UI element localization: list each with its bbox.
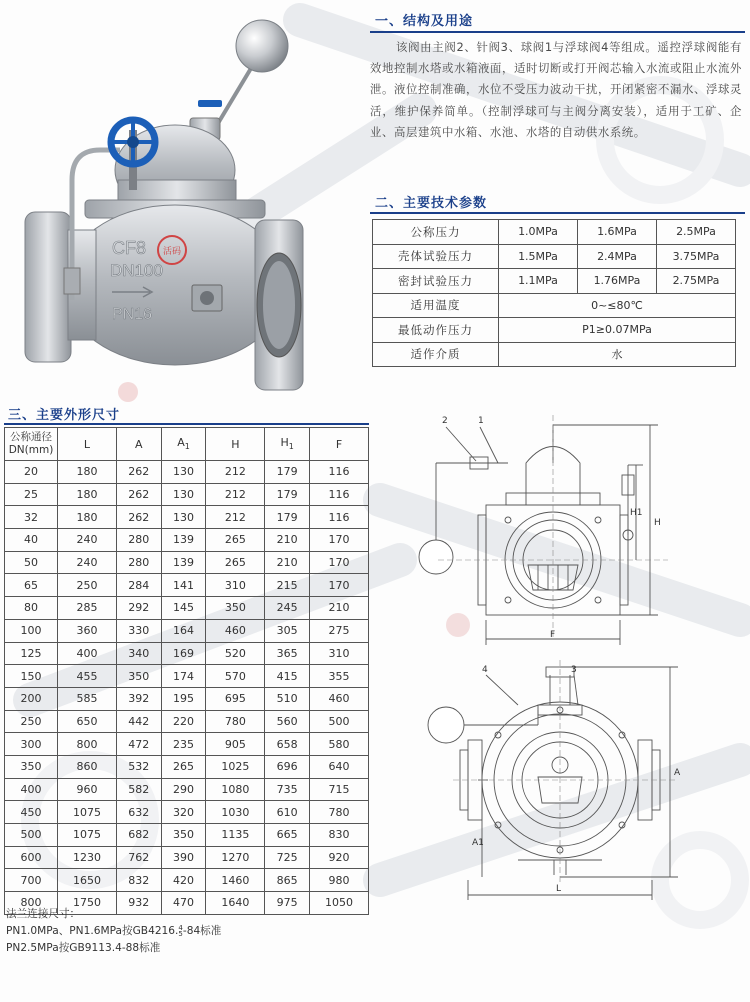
table-cell: 215: [265, 574, 310, 597]
dimension-table: [4, 427, 369, 915]
table-row: [373, 318, 736, 343]
header-dn-line2: DN(mm): [8, 444, 54, 456]
dimension-table-body: [5, 461, 369, 915]
table-row: [5, 710, 369, 733]
table-cell: 262: [116, 461, 161, 484]
table-cell: 320: [161, 801, 206, 824]
table-cell: 290: [161, 778, 206, 801]
intro-paragraph: 该阀由主阀2、针阀3、球阀1与浮球阀4等组成。遥控浮球阀能有效地控制水塔或水箱液面，适时切断或打开阀芯输入水流或阻止水流外泄。液位控制准确，水位不受压力波动干扰，开闭紧密不漏水、浮球灵活，维护保养简单。（控制浮球可与主阀分离安装），适用于工矿、企业、高层建筑中水箱、水池、水塔的自动供水系统。: [370, 40, 742, 139]
table-cell: 212: [206, 483, 265, 506]
table-cell: 975: [265, 892, 310, 915]
table-cell: 800: [58, 733, 117, 756]
table-cell: 350: [161, 824, 206, 847]
dim-label-a: A: [674, 768, 681, 778]
dim-label-h: H: [654, 518, 661, 528]
table-row: [373, 293, 736, 318]
table-row: [5, 869, 369, 892]
table-cell: 1050: [310, 892, 369, 915]
param-value: 1.0MPa: [499, 220, 578, 245]
table-cell: 284: [116, 574, 161, 597]
table-row: [373, 269, 736, 294]
callout-2: 2: [442, 416, 448, 426]
table-cell: 170: [310, 529, 369, 552]
table-cell: 212: [206, 461, 265, 484]
table-cell: 355: [310, 665, 369, 688]
table-cell: 582: [116, 778, 161, 801]
table-cell: 179: [265, 506, 310, 529]
dim-label-l: L: [556, 884, 562, 894]
param-value: 2.75MPa: [657, 269, 736, 294]
table-cell: 169: [161, 642, 206, 665]
table-cell: 695: [206, 687, 265, 710]
valve-product-photo: [0, 0, 365, 400]
param-value: 0~≤80℃: [499, 293, 736, 318]
table-cell: 665: [265, 824, 310, 847]
body-marking-size: DN100: [110, 261, 163, 280]
table-cell: 245: [265, 597, 310, 620]
table-row: [373, 342, 736, 367]
header-l: L: [58, 428, 117, 461]
table-row: [5, 483, 369, 506]
table-cell: 696: [265, 755, 310, 778]
table-cell: 330: [116, 619, 161, 642]
param-value: P1≥0.07MPa: [499, 318, 736, 343]
table-cell: 210: [265, 551, 310, 574]
body-marking-pressure: PN16: [112, 306, 153, 323]
table-cell: 980: [310, 869, 369, 892]
table-cell: 310: [310, 642, 369, 665]
table-cell: 141: [161, 574, 206, 597]
table-cell: 210: [310, 597, 369, 620]
table-cell: 762: [116, 846, 161, 869]
cell-dn: 125: [5, 642, 58, 665]
cell-dn: 400: [5, 778, 58, 801]
table-cell: 235: [161, 733, 206, 756]
cell-dn: 80: [5, 597, 58, 620]
cell-dn: 250: [5, 710, 58, 733]
table-cell: 1135: [206, 824, 265, 847]
table-cell: 1080: [206, 778, 265, 801]
callout-4: 4: [482, 665, 488, 675]
dim-label-f: F: [550, 630, 556, 640]
param-value: 1.5MPa: [499, 244, 578, 269]
table-cell: 632: [116, 801, 161, 824]
table-cell: 472: [116, 733, 161, 756]
callout-1: 1: [478, 416, 484, 426]
cell-dn: 40: [5, 529, 58, 552]
table-row: [5, 461, 369, 484]
table-cell: 1750: [58, 892, 117, 915]
table-cell: 500: [310, 710, 369, 733]
table-cell: 340: [116, 642, 161, 665]
table-cell: 460: [206, 619, 265, 642]
table-cell: 580: [310, 733, 369, 756]
tech-params-table: [372, 219, 736, 367]
table-cell: 1230: [58, 846, 117, 869]
section1-rule: [370, 31, 745, 33]
table-row: [5, 551, 369, 574]
table-cell: 180: [58, 506, 117, 529]
cell-dn: 300: [5, 733, 58, 756]
table-cell: 570: [206, 665, 265, 688]
table-cell: 905: [206, 733, 265, 756]
table-cell: 442: [116, 710, 161, 733]
table-cell: 455: [58, 665, 117, 688]
table-cell: 139: [161, 529, 206, 552]
param-label: 壳体试验压力: [373, 244, 499, 269]
table-cell: 195: [161, 687, 206, 710]
section1-title: 一、结构及用途: [375, 14, 474, 29]
header-dn: [5, 428, 58, 461]
table-cell: 280: [116, 551, 161, 574]
table-cell: 285: [58, 597, 117, 620]
table-cell: 415: [265, 665, 310, 688]
cell-dn: 150: [5, 665, 58, 688]
footnote-line1: 法兰连接尺寸：: [6, 908, 81, 920]
table-cell: 1025: [206, 755, 265, 778]
table-cell: 780: [310, 801, 369, 824]
cell-dn: 50: [5, 551, 58, 574]
table-cell: 832: [116, 869, 161, 892]
table-cell: 350: [206, 597, 265, 620]
technical-drawing: [378, 405, 748, 910]
table-cell: 179: [265, 483, 310, 506]
param-value: 水: [499, 342, 736, 367]
cell-dn: 25: [5, 483, 58, 506]
section2-title: 二、主要技术参数: [375, 196, 488, 211]
table-cell: 292: [116, 597, 161, 620]
table-cell: 1075: [58, 824, 117, 847]
table-row: [373, 244, 736, 269]
section3-rule: [4, 423, 369, 425]
dim-label-a1: A1: [472, 838, 484, 848]
param-label: 公称压力: [373, 220, 499, 245]
table-cell: 860: [58, 755, 117, 778]
table-cell: 735: [265, 778, 310, 801]
table-cell: 1270: [206, 846, 265, 869]
table-cell: 212: [206, 506, 265, 529]
table-header-row: [5, 428, 369, 461]
table-cell: 510: [265, 687, 310, 710]
table-cell: 179: [265, 461, 310, 484]
table-cell: 305: [265, 619, 310, 642]
table-cell: 865: [265, 869, 310, 892]
table-row: [5, 778, 369, 801]
table-cell: 265: [206, 529, 265, 552]
table-cell: 585: [58, 687, 117, 710]
header-a1: $A_1$: [161, 428, 206, 461]
table-row: [5, 574, 369, 597]
table-cell: 116: [310, 461, 369, 484]
cell-dn: 450: [5, 801, 58, 824]
table-cell: 360: [58, 619, 117, 642]
table-row: [5, 801, 369, 824]
table-cell: 130: [161, 506, 206, 529]
table-row: [5, 619, 369, 642]
param-value: 3.75MPa: [657, 244, 736, 269]
footnote: [6, 906, 221, 957]
table-cell: 610: [265, 801, 310, 824]
body-marking-material: CF8: [112, 238, 147, 258]
table-cell: 1640: [206, 892, 265, 915]
table-cell: 460: [310, 687, 369, 710]
section2-rule: [370, 212, 745, 214]
table-cell: 265: [206, 551, 265, 574]
table-cell: 470: [161, 892, 206, 915]
footnote-line2: PN1.0MPa、PN1.6MPa按GB4216.4 5-84标准: [6, 924, 222, 938]
section3-title: 三、主要外形尺寸: [8, 408, 121, 423]
table-row: [5, 665, 369, 688]
cell-dn: 65: [5, 574, 58, 597]
table-cell: 280: [116, 529, 161, 552]
table-cell: 780: [206, 710, 265, 733]
table-row: [5, 506, 369, 529]
table-cell: 170: [310, 574, 369, 597]
table-row: [5, 846, 369, 869]
table-row: [373, 220, 736, 245]
footnote-line3: PN2.5MPa按GB9113.4-88标准: [6, 942, 161, 954]
cell-dn: 800: [5, 892, 58, 915]
cell-dn: 700: [5, 869, 58, 892]
table-cell: 130: [161, 461, 206, 484]
table-cell: 180: [58, 461, 117, 484]
table-cell: 275: [310, 619, 369, 642]
table-row: [5, 755, 369, 778]
table-row: [5, 687, 369, 710]
table-cell: 139: [161, 551, 206, 574]
table-cell: 310: [206, 574, 265, 597]
cell-dn: 20: [5, 461, 58, 484]
table-cell: 1075: [58, 801, 117, 824]
table-cell: 1030: [206, 801, 265, 824]
table-cell: 1650: [58, 869, 117, 892]
param-value: 1.76MPa: [578, 269, 657, 294]
cell-dn: 500: [5, 824, 58, 847]
table-row: [5, 824, 369, 847]
table-cell: 240: [58, 529, 117, 552]
param-value: 1.6MPa: [578, 220, 657, 245]
callout-3: 3: [571, 665, 577, 675]
param-label: 适用温度: [373, 293, 499, 318]
table-cell: 640: [310, 755, 369, 778]
table-cell: 715: [310, 778, 369, 801]
table-cell: 650: [58, 710, 117, 733]
table-cell: 1460: [206, 869, 265, 892]
cell-dn: 350: [5, 755, 58, 778]
param-value: 2.4MPa: [578, 244, 657, 269]
table-row: [5, 597, 369, 620]
stamp-logo: 活码: [162, 247, 182, 257]
table-cell: 164: [161, 619, 206, 642]
table-cell: 390: [161, 846, 206, 869]
table-cell: 830: [310, 824, 369, 847]
table-cell: 420: [161, 869, 206, 892]
table-cell: 658: [265, 733, 310, 756]
header-dn-line1: 公称通径: [10, 431, 52, 443]
cell-dn: 100: [5, 619, 58, 642]
table-cell: 725: [265, 846, 310, 869]
table-cell: 532: [116, 755, 161, 778]
table-cell: 116: [310, 483, 369, 506]
table-cell: 932: [116, 892, 161, 915]
param-label: 最低动作压力: [373, 318, 499, 343]
table-cell: 145: [161, 597, 206, 620]
table-cell: 960: [58, 778, 117, 801]
table-cell: 682: [116, 824, 161, 847]
dim-label-h1: H1: [630, 508, 643, 518]
table-row: [5, 529, 369, 552]
table-cell: 400: [58, 642, 117, 665]
table-cell: 265: [161, 755, 206, 778]
table-cell: 174: [161, 665, 206, 688]
table-row: [5, 733, 369, 756]
table-cell: 520: [206, 642, 265, 665]
table-cell: 116: [310, 506, 369, 529]
table-cell: 560: [265, 710, 310, 733]
cell-dn: 600: [5, 846, 58, 869]
header-h1: $H_1$: [265, 428, 310, 461]
table-cell: 130: [161, 483, 206, 506]
header-a: A: [116, 428, 161, 461]
table-cell: 392: [116, 687, 161, 710]
table-cell: 365: [265, 642, 310, 665]
header-f: F: [310, 428, 369, 461]
table-cell: 920: [310, 846, 369, 869]
table-cell: 220: [161, 710, 206, 733]
table-cell: 180: [58, 483, 117, 506]
header-h: H: [206, 428, 265, 461]
cell-dn: 200: [5, 687, 58, 710]
table-cell: 262: [116, 483, 161, 506]
cell-dn: 32: [5, 506, 58, 529]
param-value: 1.1MPa: [499, 269, 578, 294]
table-cell: 170: [310, 551, 369, 574]
table-row: [5, 642, 369, 665]
table-cell: 262: [116, 506, 161, 529]
table-cell: 350: [116, 665, 161, 688]
param-label: 密封试验压力: [373, 269, 499, 294]
param-label: 适作介质: [373, 342, 499, 367]
param-value: 2.5MPa: [657, 220, 736, 245]
table-cell: 210: [265, 529, 310, 552]
table-cell: 250: [58, 574, 117, 597]
table-cell: 240: [58, 551, 117, 574]
